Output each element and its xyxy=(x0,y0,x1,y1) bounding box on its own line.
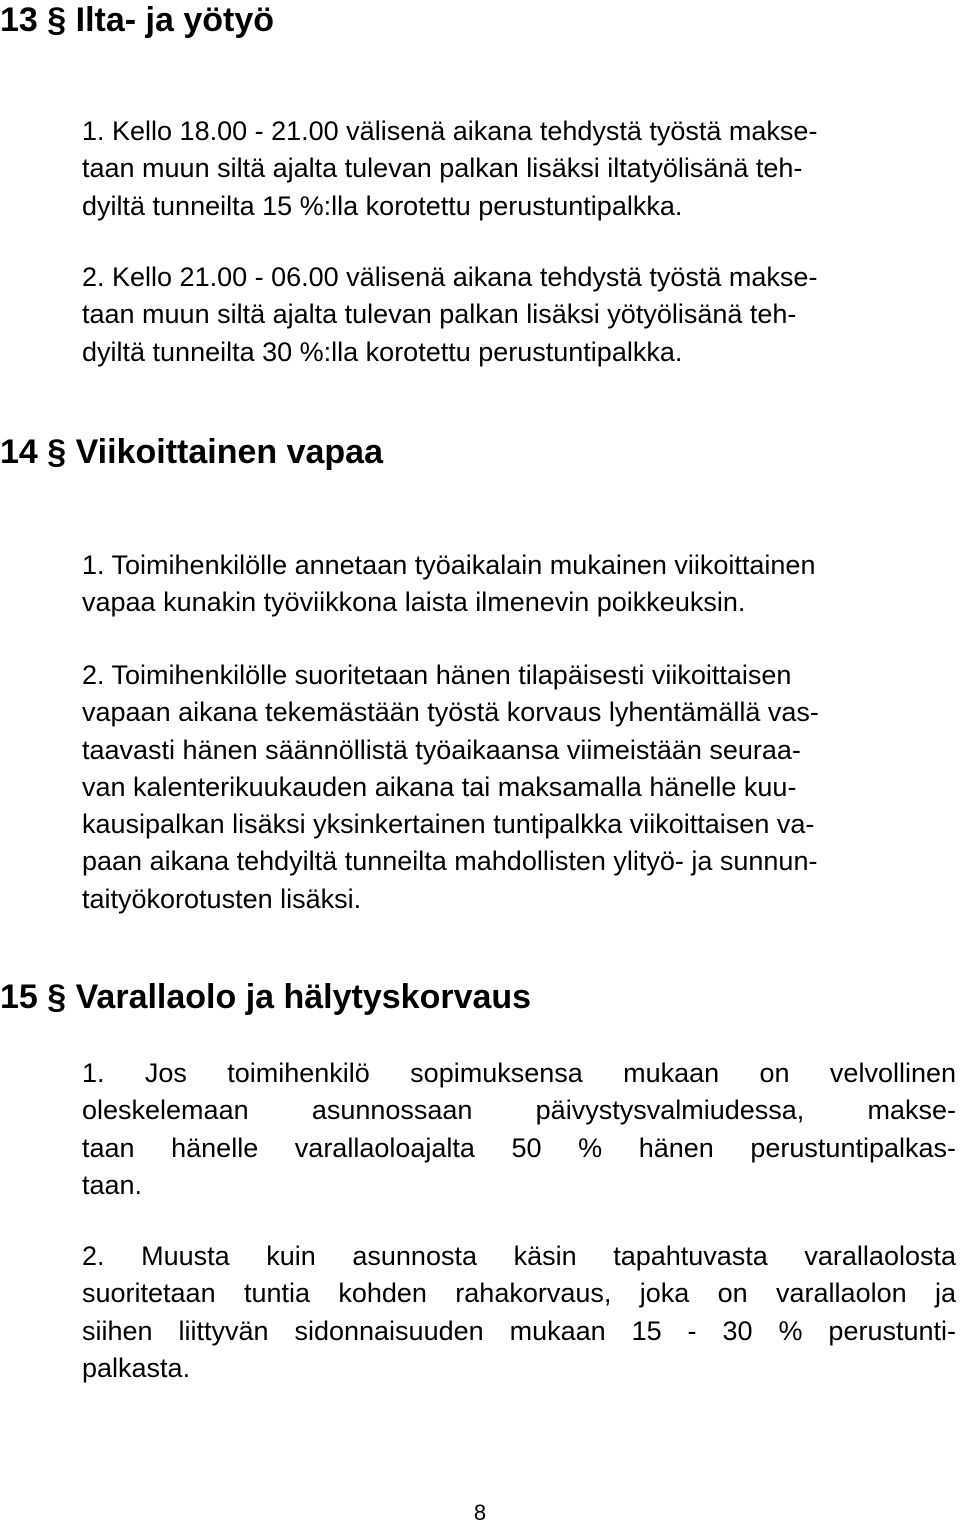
text-line: taan hänelle varallaoloajalta 50 % hänen perustuntipalkas- xyxy=(82,1132,956,1163)
text-line: vapaan aikana tekemästään työstä korvaus lyhentämällä vas- xyxy=(82,697,819,728)
text-line: palkasta. xyxy=(82,1352,191,1383)
section-15-paragraph-2 xyxy=(82,1238,956,1387)
text-line: 1. Toimihenkilölle annetaan työaikalain mukainen viikoittainen xyxy=(82,550,816,580)
section-13-heading: 13 § Ilta- ja yötyö xyxy=(0,1,274,39)
text-line: paan aikana tehdyiltä tunneilta mahdollisten ylityö- ja sunnun- xyxy=(82,846,818,877)
text-line: taityökorotusten lisäksi. xyxy=(82,883,362,914)
text-line: siihen liittyvän sidonnaisuuden mukaan 15 - 30 % perustunti- xyxy=(82,1315,956,1346)
section-13-paragraph-1 xyxy=(82,113,950,225)
text-line: taavasti hänen säännöllistä työaikaansa viimeistään seuraa- xyxy=(82,734,801,765)
section-15-paragraph-1 xyxy=(82,1055,956,1204)
text-line: dyiltä tunneilta 15 %:lla korotettu perustuntipalkka. xyxy=(82,190,683,221)
text-line: kausipalkan lisäksi yksinkertainen tuntipalkka viikoittaisen va- xyxy=(82,809,815,840)
text-line: taan. xyxy=(82,1169,143,1200)
section-14-paragraph-1 xyxy=(82,547,957,622)
section-14-heading: 14 § Viikoittainen vapaa xyxy=(0,433,383,471)
text-line: 2. Muusta kuin asunnosta käsin tapahtuvasta varallaolosta xyxy=(82,1241,956,1271)
section-13-paragraph-2 xyxy=(82,259,950,371)
text-line: taan muun siltä ajalta tulevan palkan lisäksi yötyölisänä teh- xyxy=(82,299,797,330)
text-line: taan muun siltä ajalta tulevan palkan lisäksi iltatyölisänä teh- xyxy=(82,153,803,184)
text-line: suoritetaan tuntia kohden rahakorvaus, joka on varallaolon ja xyxy=(82,1278,956,1309)
text-line: vapaa kunakin työviikkona laista ilmenevin poikkeuksin. xyxy=(82,587,746,618)
text-line: van kalenterikuukauden aikana tai maksamalla hänelle kuu- xyxy=(82,771,797,802)
text-line: 2. Kello 21.00 - 06.00 välisenä aikana tehdystä työstä makse- xyxy=(82,262,818,292)
page-number: 8 xyxy=(473,1500,487,1525)
text-line: dyiltä tunneilta 30 %:lla korotettu perustuntipalkka. xyxy=(82,336,683,367)
text-line: oleskelemaan asunnossaan päivystysvalmiudessa, makse- xyxy=(82,1095,956,1126)
text-line: 1. Jos toimihenkilö sopimuksensa mukaan on velvollinen xyxy=(82,1058,956,1088)
text-line: 2. Toimihenkilölle suoritetaan hänen tilapäisesti viikoittaisen xyxy=(82,660,792,690)
text-line: 1. Kello 18.00 - 21.00 välisenä aikana tehdystä työstä makse- xyxy=(82,116,818,146)
section-15-heading: 15 § Varallaolo ja hälytyskorvaus xyxy=(0,978,532,1016)
section-14-paragraph-2 xyxy=(82,657,950,918)
